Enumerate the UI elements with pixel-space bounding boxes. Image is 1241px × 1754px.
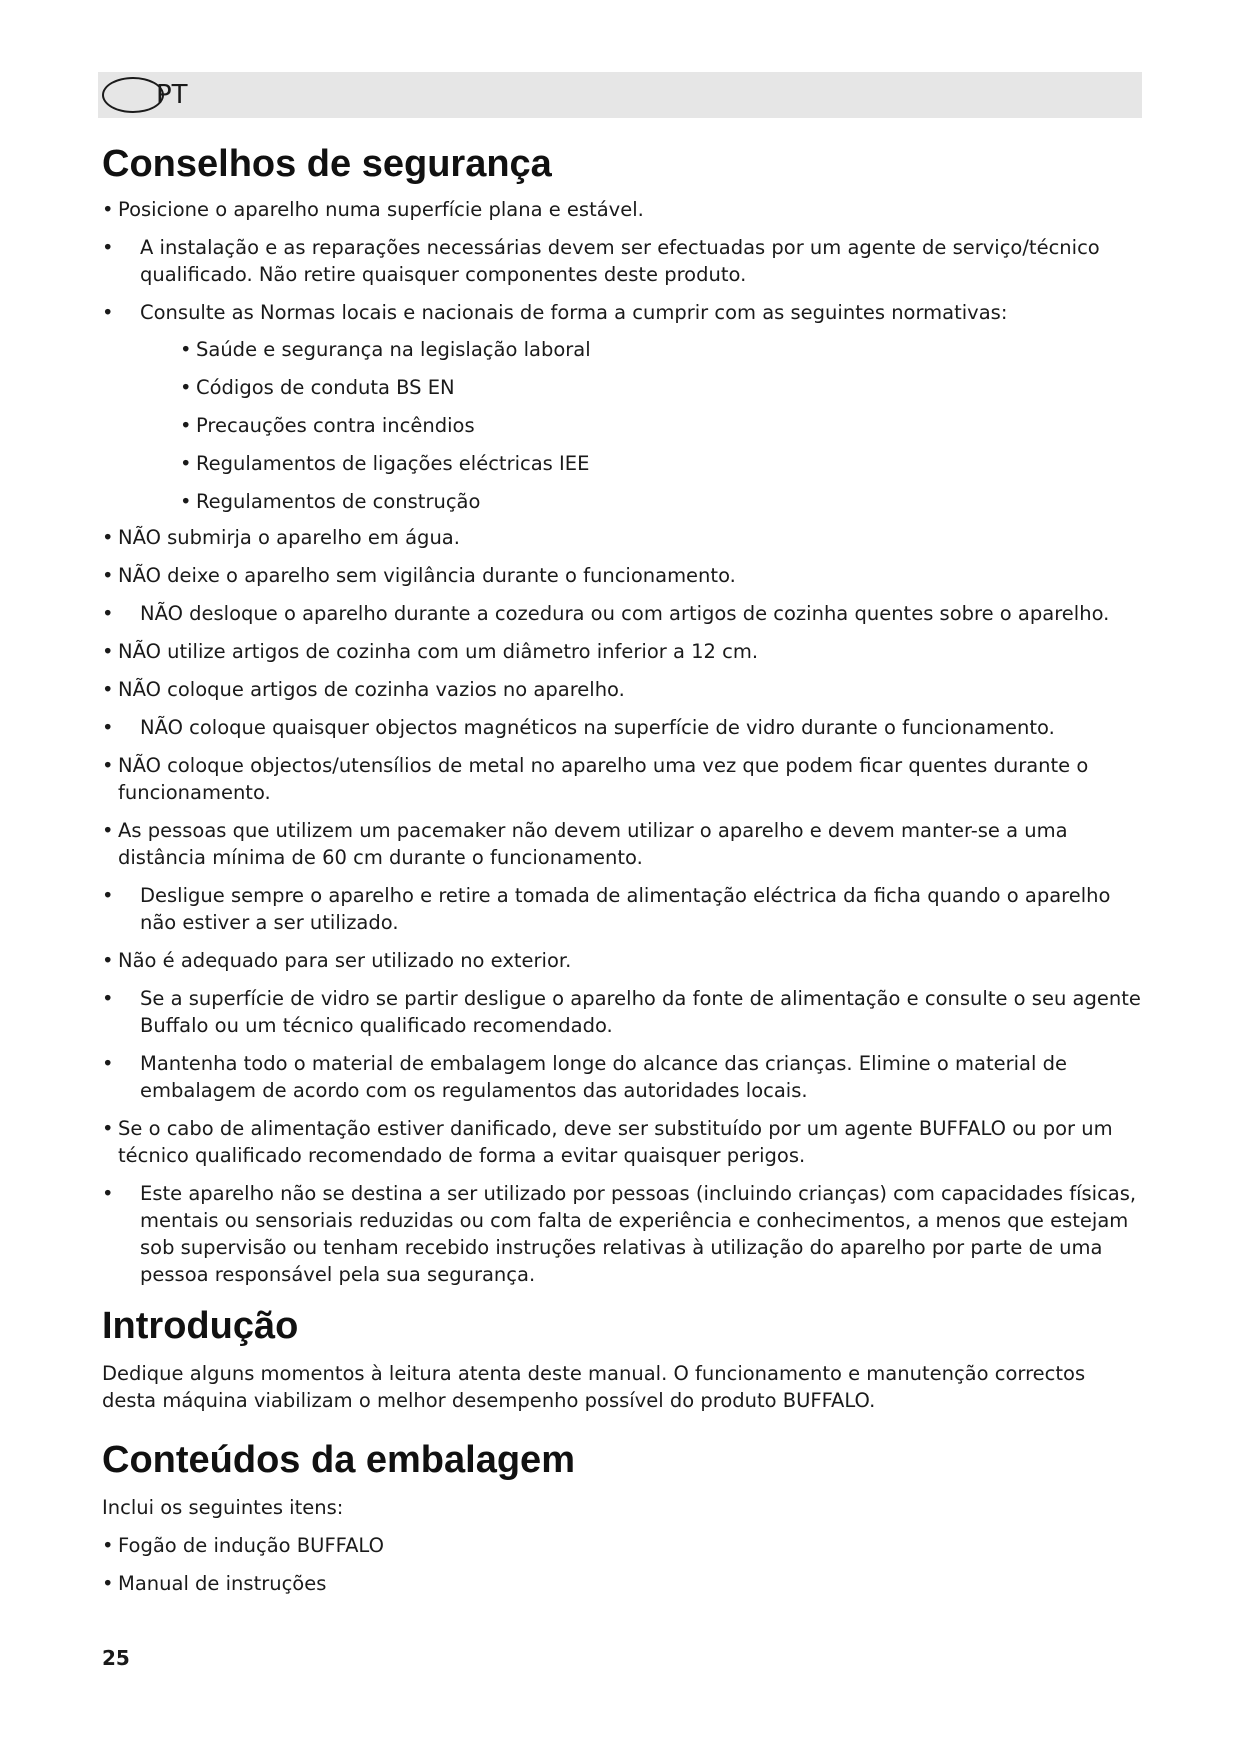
list-item: • NÃO coloque objectos/utensílios de metal no aparelho uma vez que podem ficar quentes durante o funcionamento. bbox=[102, 752, 1142, 806]
language-code: PT bbox=[156, 80, 188, 110]
hanging-text: NÃO coloque objectos/utensílios de metal no aparelho uma vez que podem ficar quentes durante o funcionamento. bbox=[118, 754, 1089, 804]
list-item: • NÃO coloque quaisquer objectos magnéticos na superfície de vidro durante o funcionamento. bbox=[102, 716, 1055, 739]
contents-heading: Conteúdos da embalagem bbox=[102, 1439, 575, 1481]
safety-heading: Conselhos de segurança bbox=[102, 143, 552, 185]
list-item: • Este aparelho não se destina a ser utilizado por pessoas (incluindo crianças) com capacidades físicas, mentais ou sensoriais reduzidas ou com falta de experiência e conhecimentos, a menos que estejam sob supervisão ou tenham recebido instruções relativas à utilização do aparelho por parte de uma pessoa responsável pela sua segurança. bbox=[102, 1182, 1137, 1286]
list-item: • NÃO coloque artigos de cozinha vazios no aparelho. bbox=[102, 678, 625, 701]
list-item: • NÃO deixe o aparelho sem vigilância durante o funcionamento. bbox=[102, 564, 736, 587]
list-item: • Mantenha todo o material de embalagem longe do alcance das crianças. Elimine o material de embalagem de acordo com os regulamentos das autoridades locais. bbox=[102, 1052, 1067, 1102]
sublist-item: • Saúde e segurança na legislação laboral bbox=[180, 338, 591, 361]
intro-heading: Introdução bbox=[102, 1305, 299, 1347]
list-item: • NÃO submirja o aparelho em água. bbox=[102, 526, 460, 549]
list-item: • NÃO utilize artigos de cozinha com um diâmetro inferior a 12 cm. bbox=[102, 640, 759, 663]
list-item: • Manual de instruções bbox=[102, 1572, 327, 1595]
intro-text: Dedique alguns momentos à leitura atenta deste manual. O funcionamento e manutenção correctos desta máquina viabilizam o melhor desempenho possível do produto BUFFALO. bbox=[102, 1362, 1086, 1412]
list-item: • Posicione o aparelho numa superfície plana e estável. bbox=[102, 198, 644, 221]
list-item: • Se a superfície de vidro se partir desligue o aparelho da fonte de alimentação e consulte o seu agente Buffalo ou um técnico qualificado recomendado. bbox=[102, 987, 1141, 1037]
list-item: • Consulte as Normas locais e nacionais de forma a cumprir com as seguintes normativas: bbox=[102, 301, 1008, 324]
list-item: • A instalação e as reparações necessárias devem ser efectuadas por um agente de serviço/técnico qualificado. Não retire quaisquer componentes deste produto. bbox=[102, 236, 1100, 286]
list-item: • NÃO desloque o aparelho durante a cozedura ou com artigos de cozinha quentes sobre o aparelho. bbox=[102, 602, 1110, 625]
sublist-item: • Regulamentos de construção bbox=[180, 490, 481, 513]
regulations-sublist bbox=[102, 336, 1142, 515]
page-number: 25 bbox=[102, 1646, 130, 1670]
sublist-item: • Regulamentos de ligações eléctricas IEE bbox=[180, 452, 590, 475]
contents-lead: Inclui os seguintes itens: bbox=[102, 1496, 344, 1519]
list-item: • Não é adequado para ser utilizado no exterior. bbox=[102, 949, 572, 972]
sublist-item: • Códigos de conduta BS EN bbox=[180, 376, 455, 399]
language-badge-oval bbox=[102, 77, 164, 113]
header-bar bbox=[98, 72, 1142, 118]
list-item: • Se o cabo de alimentação estiver danificado, deve ser substituído por um agente BUFFALO ou por um técnico qualificado recomendado de forma a evitar quaisquer perigos. bbox=[102, 1117, 1113, 1167]
list-item: • As pessoas que utilizem um pacemaker não devem utilizar o aparelho e devem manter-se a uma distância mínima de 60 cm durante o funcionamento. bbox=[102, 819, 1068, 869]
page-content bbox=[102, 140, 1142, 1597]
sublist-item: • Precauções contra incêndios bbox=[180, 414, 475, 437]
list-item: • Fogão de indução BUFFALO bbox=[102, 1534, 384, 1557]
safety-list bbox=[102, 196, 1142, 1288]
list-item: • Desligue sempre o aparelho e retire a tomada de alimentação eléctrica da ficha quando o aparelho não estiver a ser utilizado. bbox=[102, 884, 1111, 934]
